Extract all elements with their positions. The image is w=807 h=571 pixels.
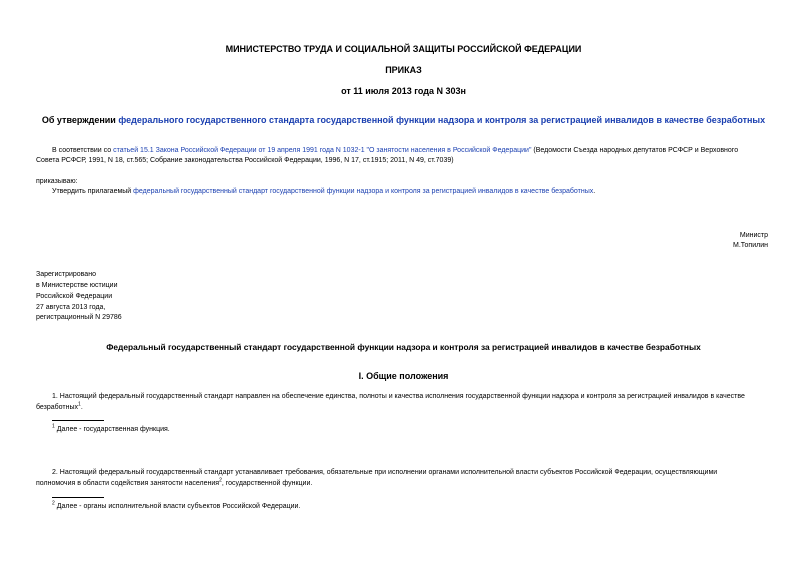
order-word: приказываю: (36, 178, 78, 185)
preamble-text-2: (Ведомости Съезда народных депутатов РСФСР и Верховного (531, 147, 739, 154)
paragraph-1-end: . (80, 404, 83, 411)
footnote-mark-2: 2 (52, 500, 55, 507)
footnote-mark-1: 1 (52, 423, 55, 430)
paragraph-2-line-1: 2. Настоящий федеральный государственный стандарт устанавливает требования, обязательные при исполнении органами исполнительной власти субъектов Российской Федерации, осуществляющими (52, 469, 718, 476)
footnote-ref-1[interactable]: 1 (78, 401, 81, 408)
footnote-text-1: Далее - государственная функция. (54, 426, 170, 433)
preamble-line-2: Совета РСФСР, 1991, N 18, ст.565; Собрание законодательства Российской Федерации, 1996, N 17, ст.1915; 2011, N 49, ст.7039) (36, 157, 454, 164)
paragraph-2-line-2 (36, 478, 312, 489)
section-heading-1: I. Общие положения (358, 371, 449, 381)
doc-type-heading: ПРИКАЗ (385, 65, 422, 75)
standard-title: Федеральный государственный стандарт государственной функции надзора и контроля за регистрацией инвалидов в качестве безработных (106, 342, 701, 352)
signature-position: Министр (739, 232, 768, 239)
preamble-text-1: В соответствии со (52, 147, 114, 154)
document-title (0, 115, 807, 125)
paragraph-1-line-2 (36, 402, 83, 413)
paragraph-1-line-1: 1. Настоящий федеральный государственный стандарт направлен на обеспечение единства, полноты и качества исполнения государственной функции надзора и контроля за регистрацией инвалидов в качестве (52, 393, 745, 400)
signature-name: М.Топилин (733, 242, 768, 249)
order-text-2: . (593, 188, 596, 195)
paragraph-2-text-a: полномочия в области содействия занятости населения (36, 480, 220, 487)
paragraph-2-text-b: , государственной функции. (221, 480, 313, 487)
law-link[interactable]: статьей 15.1 Закона Российской Федерации от 19 апреля 1991 года N 1032-1 "О занятости населения в Российской Федерации" (113, 147, 532, 154)
document-title-link[interactable]: федерального государственного стандарта государственной функции надзора и контроля за регистрацией инвалидов в качестве безработных (118, 115, 766, 125)
order-text (52, 186, 595, 197)
standard-link[interactable]: федеральный государственный стандарт государственной функции надзора и контроля за регистрацией инвалидов в качестве безработных (133, 188, 594, 195)
registration-line-4: 27 августа 2013 года, (36, 304, 106, 311)
footnote-divider-1 (52, 420, 104, 421)
footnote-divider-2 (52, 497, 104, 498)
registration-line-5: регистрационный N 29786 (36, 314, 122, 321)
footnote-text-2: Далее - органы исполнительной власти субъектов Российской Федерации. (54, 503, 301, 510)
document-title-prefix: Об утверждении (41, 115, 119, 125)
registration-line-1: Зарегистрировано (36, 271, 96, 278)
registration-line-3: Российской Федерации (36, 293, 113, 300)
footnote-2 (52, 501, 300, 512)
date-number-heading: от 11 июля 2013 года N 303н (341, 86, 466, 96)
footnote-ref-2[interactable]: 2 (219, 477, 222, 484)
footnote-1 (52, 424, 170, 435)
ministry-heading: МИНИСТЕРСТВО ТРУДА И СОЦИАЛЬНОЙ ЗАЩИТЫ РОССИЙСКОЙ ФЕДЕРАЦИИ (225, 44, 582, 54)
paragraph-1-text: безработных (36, 404, 79, 411)
registration-line-2: в Министерстве юстиции (36, 282, 118, 289)
order-text-1: Утвердить прилагаемый (52, 188, 134, 195)
